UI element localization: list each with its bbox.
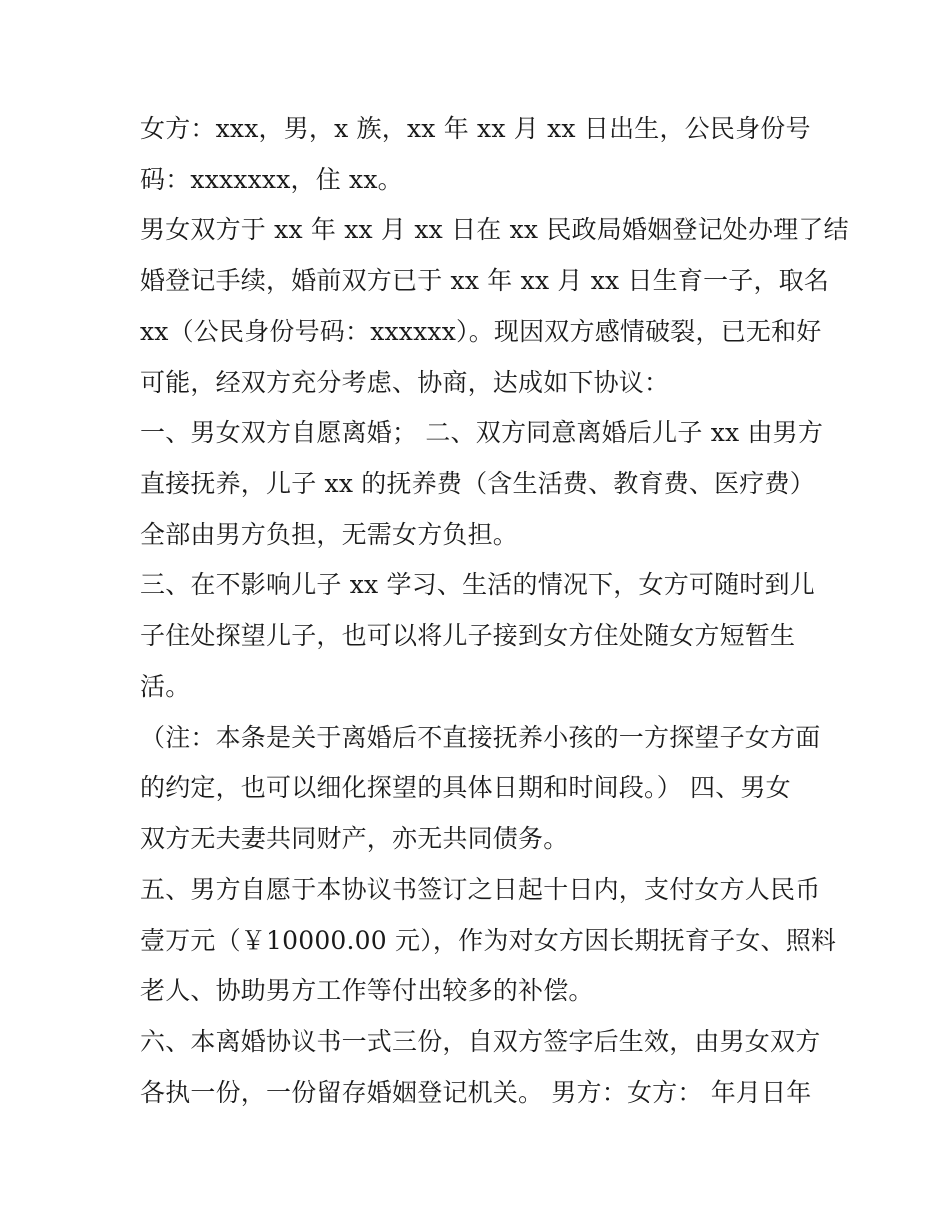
text-line: 男女双方于 xx 年 xx 月 xx 日在 xx 民政局婚姻登记处办理了结: [140, 215, 849, 244]
text-line: 的约定，也可以细化探望的具体日期和时间段。） 四、男女: [140, 773, 791, 802]
text-line: 双方无夫妻共同财产，亦无共同债务。: [140, 824, 569, 853]
text-line: 全部由男方负担，无需女方负担。: [140, 520, 519, 549]
text-line: 婚登记手续，婚前双方已于 xx 年 xx 月 xx 日生育一子，取名: [140, 266, 830, 295]
text-line: 码：xxxxxxx，住 xx。: [140, 165, 403, 194]
text-line: 子住处探望儿子，也可以将儿子接到女方住处随女方短暂生: [140, 621, 796, 650]
text-line: 各执一份，一份留存婚姻登记机关。 男方：女方： 年月日年: [140, 1078, 812, 1107]
text-line: 老人、协助男方工作等付出较多的补偿。: [140, 976, 594, 1005]
text-line: 六、本离婚协议书一式三份，自双方签字后生效，由男女双方: [140, 1027, 821, 1056]
text-line: 活。: [140, 672, 191, 701]
text-line: xx（公民身份号码：xxxxxx）。现因双方感情破裂，已无和好: [140, 317, 822, 346]
text-line: 可能，经双方充分考虑、协商，达成如下协议：: [140, 368, 670, 397]
text-line: 壹万元（￥10000.00 元），作为对女方因长期抚育子女、照料: [140, 926, 837, 955]
text-line: 五、男方自愿于本协议书签订之日起十日内，支付女方人民币: [140, 875, 821, 904]
text-line: 一、男女双方自愿离婚； 二、双方同意离婚后儿子 xx 由男方: [140, 418, 824, 447]
text-line: 三、在不影响儿子 xx 学习、生活的情况下，女方可随时到儿: [140, 570, 815, 599]
text-line: 女方：xxx，男，x 族，xx 年 xx 月 xx 日出生，公民身份号: [140, 114, 811, 143]
text-line: （注：本条是关于离婚后不直接抚养小孩的一方探望子女方面: [140, 723, 821, 752]
text-line: 直接抚养，儿子 xx 的抚养费（含生活费、教育费、医疗费）: [140, 469, 815, 498]
